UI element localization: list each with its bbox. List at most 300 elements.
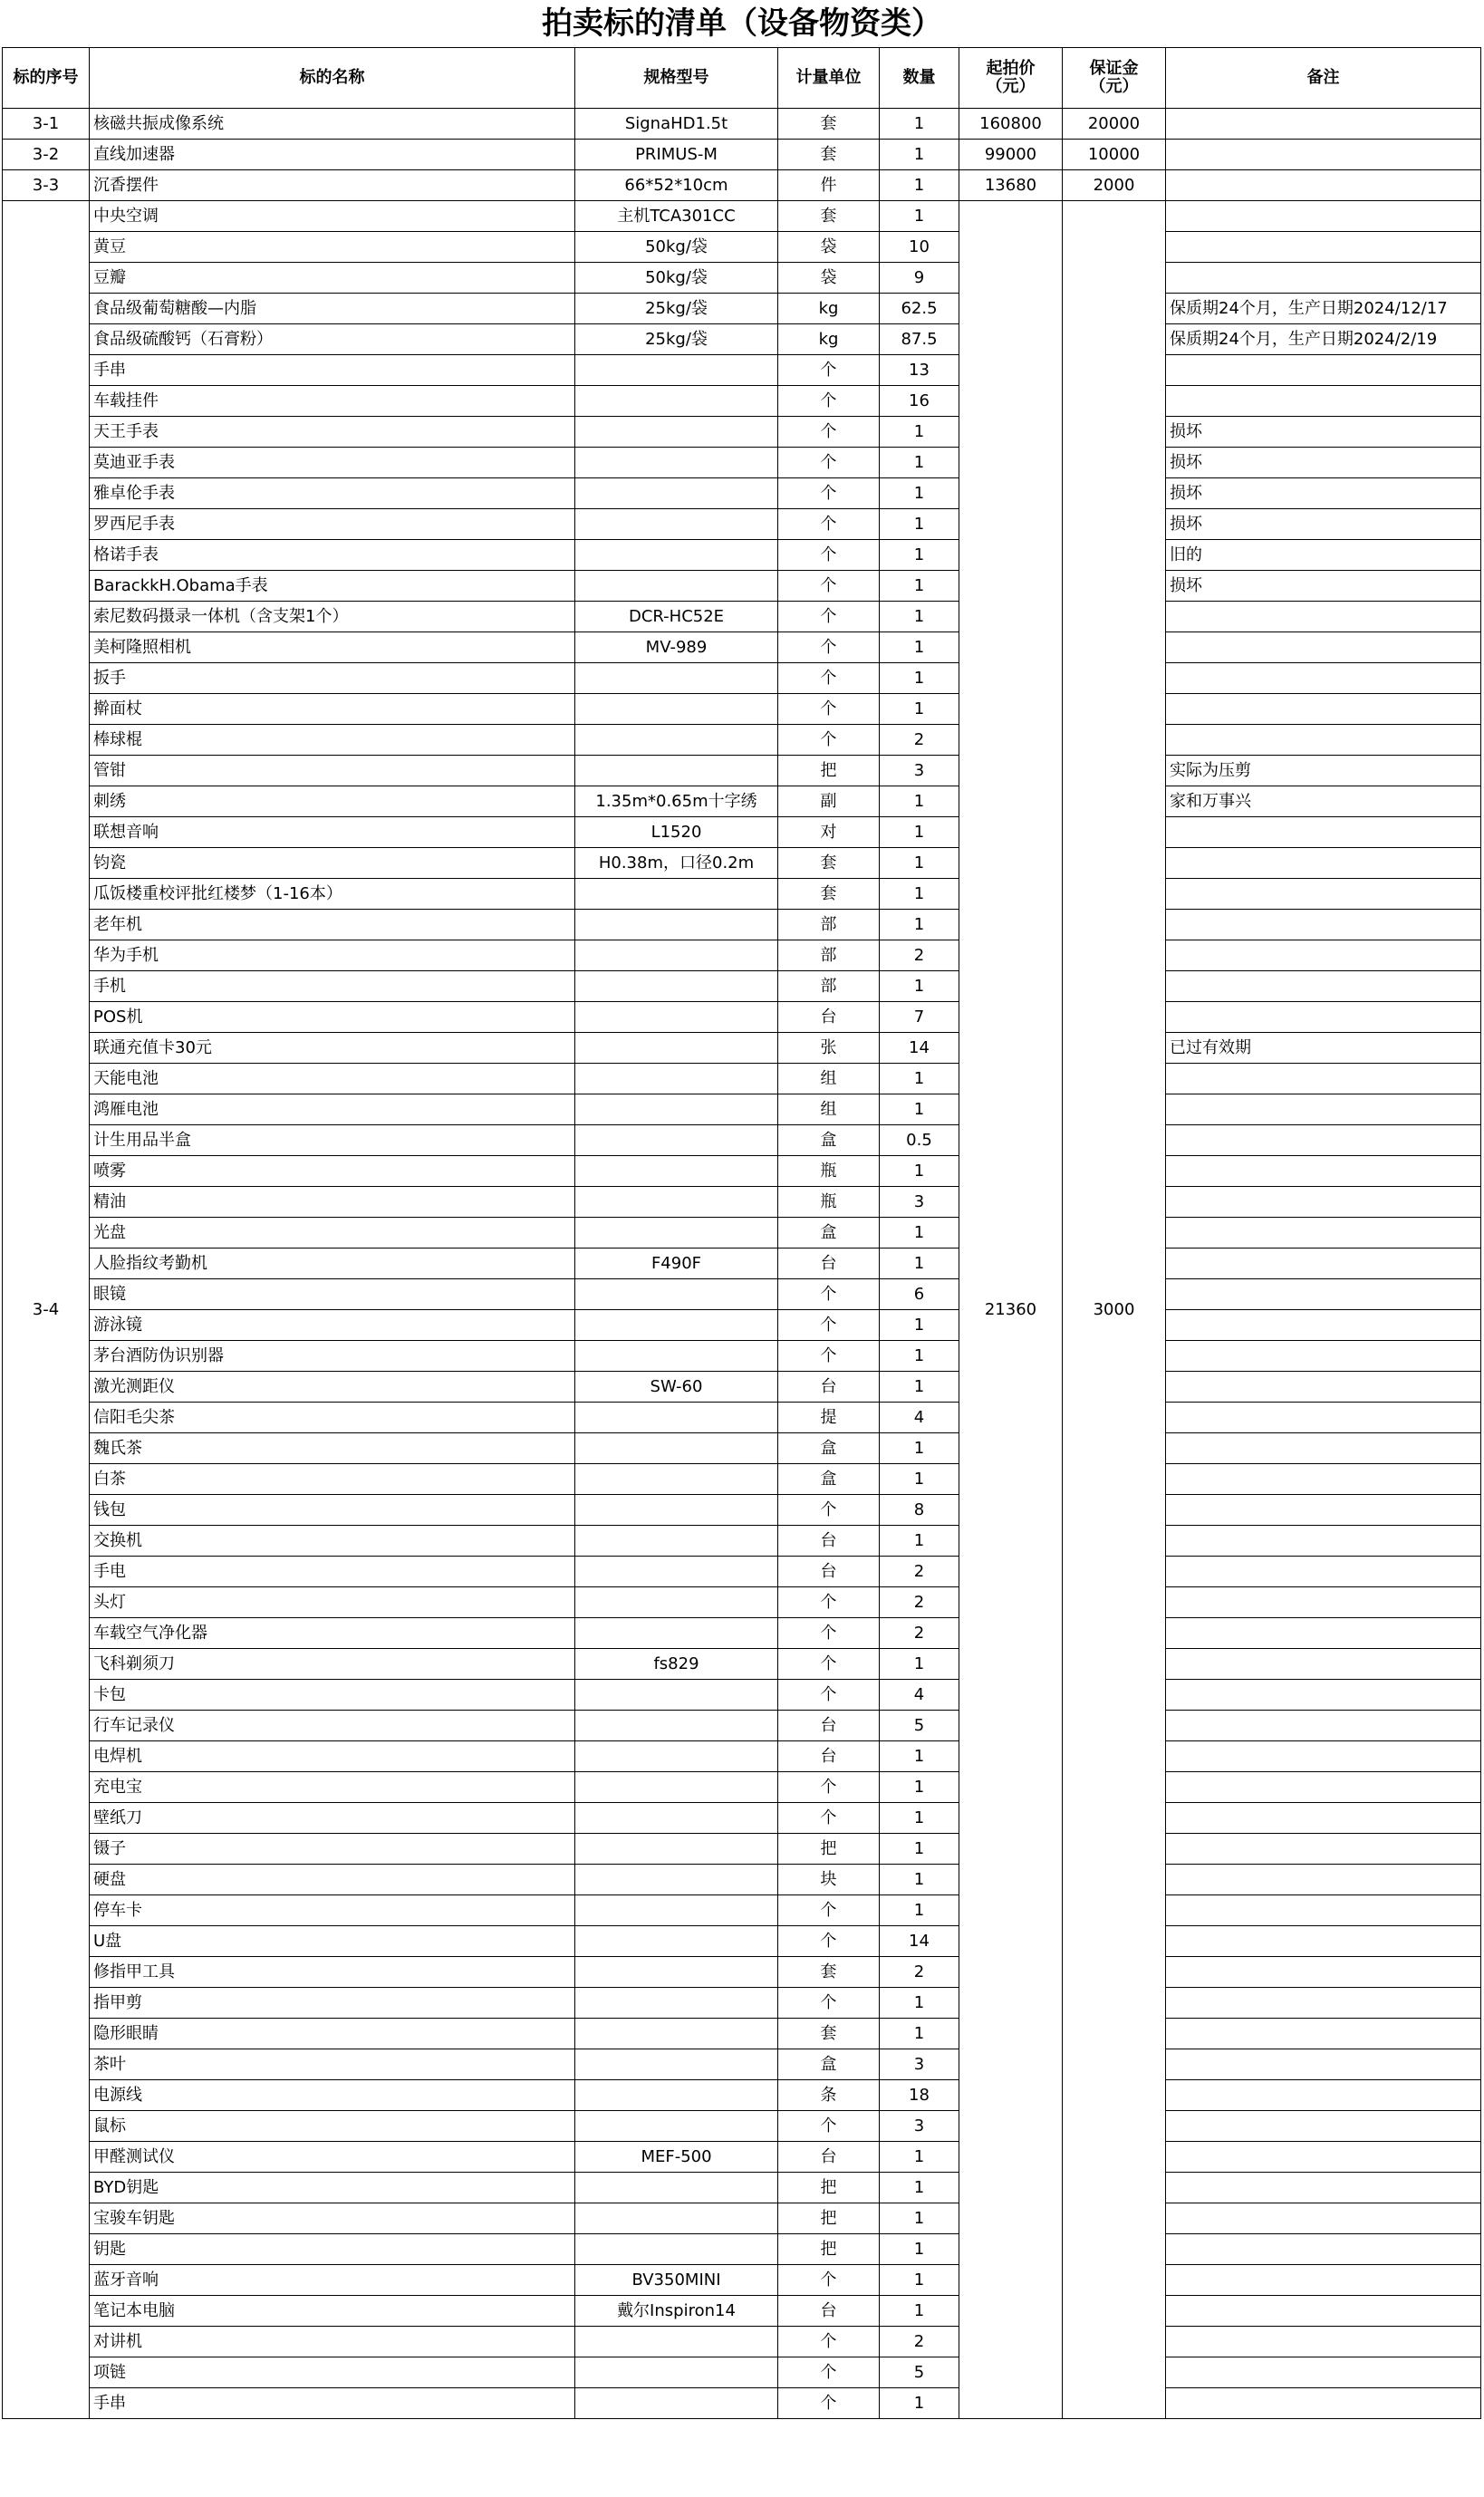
item-note	[1166, 602, 1481, 632]
item-model	[575, 1834, 778, 1865]
table-row	[3, 694, 1481, 725]
item-qty: 2	[880, 2327, 959, 2357]
table-row	[3, 1711, 1481, 1741]
table-row	[3, 1187, 1481, 1218]
item-model	[575, 1156, 778, 1187]
item-qty: 1	[880, 140, 959, 170]
item-note	[1166, 355, 1481, 386]
item-name: BYD钥匙	[90, 2173, 575, 2203]
item-model	[575, 1926, 778, 1957]
item-note	[1166, 940, 1481, 971]
table-row	[3, 140, 1481, 170]
start-price: 13680	[959, 170, 1063, 201]
item-model	[575, 2173, 778, 2203]
item-model	[575, 1218, 778, 1248]
item-model	[575, 1865, 778, 1895]
item-note	[1166, 2265, 1481, 2296]
item-name: 镊子	[90, 1834, 575, 1865]
item-qty: 1	[880, 910, 959, 940]
header-model: 规格型号	[575, 48, 778, 109]
item-qty: 3	[880, 2049, 959, 2080]
table-row	[3, 1310, 1481, 1341]
table-row	[3, 2327, 1481, 2357]
table-row	[3, 1433, 1481, 1464]
item-model	[575, 1064, 778, 1094]
item-qty: 2	[880, 940, 959, 971]
item-model	[575, 1433, 778, 1464]
item-unit: 瓶	[778, 1187, 880, 1218]
item-model	[575, 1094, 778, 1125]
item-unit: 个	[778, 725, 880, 756]
item-unit: 瓶	[778, 1156, 880, 1187]
header-deposit	[1063, 48, 1166, 109]
item-unit: 块	[778, 1865, 880, 1895]
item-name: 莫迪亚手表	[90, 448, 575, 478]
item-qty: 1	[880, 2388, 959, 2419]
item-unit: 组	[778, 1064, 880, 1094]
item-qty: 1	[880, 1834, 959, 1865]
item-note: 损坏	[1166, 478, 1481, 509]
item-note	[1166, 1926, 1481, 1957]
item-note	[1166, 2142, 1481, 2173]
item-qty: 14	[880, 1033, 959, 1064]
header-start-price-line1: 起拍价	[986, 59, 1036, 79]
item-unit: 套	[778, 879, 880, 910]
table-row	[3, 1587, 1481, 1618]
table-row	[3, 2111, 1481, 2142]
item-name: 光盘	[90, 1218, 575, 1248]
item-name: 白茶	[90, 1464, 575, 1495]
item-note	[1166, 2111, 1481, 2142]
table-row	[3, 232, 1481, 263]
item-model	[575, 910, 778, 940]
table-row	[3, 971, 1481, 1002]
item-note: 已过有效期	[1166, 1033, 1481, 1064]
item-qty: 7	[880, 1002, 959, 1033]
table-row	[3, 1372, 1481, 1403]
item-unit: 提	[778, 1403, 880, 1433]
item-model	[575, 725, 778, 756]
item-model	[575, 1803, 778, 1834]
item-model	[575, 1711, 778, 1741]
item-model: SW-60	[575, 1372, 778, 1403]
item-note	[1166, 1372, 1481, 1403]
item-unit: 套	[778, 109, 880, 140]
item-qty: 1	[880, 417, 959, 448]
item-note	[1166, 1618, 1481, 1649]
table-row	[3, 725, 1481, 756]
item-unit: 个	[778, 602, 880, 632]
item-note	[1166, 1741, 1481, 1772]
header-qty: 数量	[880, 48, 959, 109]
lot-seq: 3-4	[3, 201, 90, 2419]
item-name: 指甲剪	[90, 1988, 575, 2019]
table-row	[3, 786, 1481, 817]
table-row	[3, 1341, 1481, 1372]
item-name: 鸿雁电池	[90, 1094, 575, 1125]
item-name: 笔记本电脑	[90, 2296, 575, 2327]
item-model: PRIMUS-M	[575, 140, 778, 170]
item-qty: 2	[880, 1618, 959, 1649]
item-note	[1166, 1895, 1481, 1926]
item-name: 修指甲工具	[90, 1957, 575, 1988]
item-model	[575, 2357, 778, 2388]
item-model	[575, 2111, 778, 2142]
item-qty: 18	[880, 2080, 959, 2111]
item-unit: 把	[778, 2173, 880, 2203]
header-name: 标的名称	[90, 48, 575, 109]
item-name: 电源线	[90, 2080, 575, 2111]
item-qty: 6	[880, 1279, 959, 1310]
item-note	[1166, 201, 1481, 232]
header-deposit-line2: （元）	[1089, 77, 1139, 96]
item-name: 游泳镜	[90, 1310, 575, 1341]
item-model	[575, 1557, 778, 1587]
item-model	[575, 1741, 778, 1772]
item-qty: 1	[880, 879, 959, 910]
item-qty: 2	[880, 1957, 959, 1988]
item-model	[575, 1403, 778, 1433]
item-unit: 个	[778, 1587, 880, 1618]
item-qty: 62.5	[880, 294, 959, 324]
item-note	[1166, 2296, 1481, 2327]
item-unit: 袋	[778, 232, 880, 263]
item-name: 格诺手表	[90, 540, 575, 571]
item-note	[1166, 879, 1481, 910]
item-note	[1166, 1557, 1481, 1587]
item-note	[1166, 2080, 1481, 2111]
item-model	[575, 879, 778, 910]
item-qty: 1	[880, 1341, 959, 1372]
table-row	[3, 1865, 1481, 1895]
item-name: 联想音响	[90, 817, 575, 848]
item-model	[575, 1618, 778, 1649]
table-row	[3, 386, 1481, 417]
table-row	[3, 1557, 1481, 1587]
start-price: 160800	[959, 109, 1063, 140]
item-model	[575, 663, 778, 694]
item-qty: 1	[880, 170, 959, 201]
table-row	[3, 540, 1481, 571]
item-model	[575, 2049, 778, 2080]
item-unit: 个	[778, 448, 880, 478]
item-name: 管钳	[90, 756, 575, 786]
item-note	[1166, 1680, 1481, 1711]
item-name: 天能电池	[90, 1064, 575, 1094]
item-name: 甲醛测试仪	[90, 2142, 575, 2173]
table-row	[3, 2296, 1481, 2327]
item-name: 雅卓伦手表	[90, 478, 575, 509]
item-unit: 个	[778, 1988, 880, 2019]
table-row	[3, 1125, 1481, 1156]
item-name: 隐形眼睛	[90, 2019, 575, 2049]
item-model	[575, 756, 778, 786]
item-name: 车载挂件	[90, 386, 575, 417]
item-qty: 0.5	[880, 1125, 959, 1156]
item-note: 损坏	[1166, 448, 1481, 478]
item-qty: 1	[880, 478, 959, 509]
item-note	[1166, 1711, 1481, 1741]
item-model	[575, 1002, 778, 1033]
item-name: 索尼数码摄录一体机（含支架1个）	[90, 602, 575, 632]
item-unit: 个	[778, 1341, 880, 1372]
item-unit: 个	[778, 1649, 880, 1680]
item-name: 食品级硫酸钙（石膏粉）	[90, 324, 575, 355]
item-name: 蓝牙音响	[90, 2265, 575, 2296]
item-unit: 个	[778, 1895, 880, 1926]
header-start-price-line2: （元）	[986, 77, 1036, 96]
table-row	[3, 2080, 1481, 2111]
lot-seq: 3-2	[3, 140, 90, 170]
item-note: 损坏	[1166, 509, 1481, 540]
item-model: SignaHD1.5t	[575, 109, 778, 140]
table-row	[3, 910, 1481, 940]
item-note	[1166, 1988, 1481, 2019]
item-model: 50kg/袋	[575, 232, 778, 263]
item-unit: 台	[778, 1741, 880, 1772]
item-unit: 个	[778, 663, 880, 694]
item-qty: 1	[880, 1649, 959, 1680]
table-row	[3, 602, 1481, 632]
header-unit: 计量单位	[778, 48, 880, 109]
item-model	[575, 2019, 778, 2049]
table-row	[3, 2234, 1481, 2265]
table-row	[3, 1495, 1481, 1526]
item-model: F490F	[575, 1248, 778, 1279]
item-model: fs829	[575, 1649, 778, 1680]
item-unit: 盒	[778, 2049, 880, 2080]
item-name: 魏氏茶	[90, 1433, 575, 1464]
item-qty: 1	[880, 971, 959, 1002]
item-name: 中央空调	[90, 201, 575, 232]
item-qty: 1	[880, 694, 959, 725]
table-row	[3, 478, 1481, 509]
item-model: 戴尔Inspiron14	[575, 2296, 778, 2327]
item-qty: 1	[880, 2142, 959, 2173]
item-note	[1166, 1495, 1481, 1526]
item-qty: 10	[880, 232, 959, 263]
item-name: 黄豆	[90, 232, 575, 263]
item-name: 扳手	[90, 663, 575, 694]
table-row	[3, 1957, 1481, 1988]
header-deposit-line1: 保证金	[1089, 59, 1139, 79]
item-qty: 3	[880, 2111, 959, 2142]
item-note	[1166, 1957, 1481, 1988]
item-note	[1166, 1218, 1481, 1248]
item-model	[575, 971, 778, 1002]
item-note	[1166, 1433, 1481, 1464]
item-name: 头灯	[90, 1587, 575, 1618]
item-unit: 盒	[778, 1125, 880, 1156]
header-seq: 标的序号	[3, 48, 90, 109]
item-qty: 1	[880, 1372, 959, 1403]
item-unit: 台	[778, 1002, 880, 1033]
item-qty: 1	[880, 2296, 959, 2327]
start-price: 99000	[959, 140, 1063, 170]
item-qty: 1	[880, 1248, 959, 1279]
item-name: 棒球棍	[90, 725, 575, 756]
item-qty: 1	[880, 2265, 959, 2296]
item-unit: 盒	[778, 1433, 880, 1464]
item-unit: 把	[778, 1834, 880, 1865]
table-row	[3, 2142, 1481, 2173]
item-name: 天王手表	[90, 417, 575, 448]
item-model	[575, 2080, 778, 2111]
item-qty: 1	[880, 786, 959, 817]
item-name: 沉香摆件	[90, 170, 575, 201]
table-row	[3, 1834, 1481, 1865]
item-unit: 组	[778, 1094, 880, 1125]
item-unit: 个	[778, 2388, 880, 2419]
table-row	[3, 2265, 1481, 2296]
table-row	[3, 848, 1481, 879]
item-unit: 件	[778, 170, 880, 201]
table-row	[3, 1741, 1481, 1772]
item-qty: 1	[880, 2234, 959, 2265]
item-unit: 套	[778, 201, 880, 232]
item-unit: 对	[778, 817, 880, 848]
item-unit: 台	[778, 2142, 880, 2173]
item-unit: 个	[778, 509, 880, 540]
item-qty: 1	[880, 201, 959, 232]
item-qty: 9	[880, 263, 959, 294]
item-note	[1166, 2049, 1481, 2080]
table-row	[3, 1680, 1481, 1711]
item-qty: 1	[880, 1741, 959, 1772]
item-name: 飞科剃须刀	[90, 1649, 575, 1680]
table-row	[3, 1895, 1481, 1926]
item-model	[575, 355, 778, 386]
table-row	[3, 1618, 1481, 1649]
item-name: 鼠标	[90, 2111, 575, 2142]
item-qty: 4	[880, 1680, 959, 1711]
item-qty: 1	[880, 448, 959, 478]
item-note	[1166, 1464, 1481, 1495]
table-row	[3, 1403, 1481, 1433]
item-unit: 个	[778, 2357, 880, 2388]
item-note	[1166, 1310, 1481, 1341]
item-note	[1166, 2357, 1481, 2388]
item-name: 茶叶	[90, 2049, 575, 2080]
table-row	[3, 355, 1481, 386]
item-name: POS机	[90, 1002, 575, 1033]
item-unit: 个	[778, 1618, 880, 1649]
item-note	[1166, 971, 1481, 1002]
item-unit: 部	[778, 971, 880, 1002]
table-row	[3, 1988, 1481, 2019]
item-unit: 个	[778, 571, 880, 602]
item-note	[1166, 2327, 1481, 2357]
item-note	[1166, 694, 1481, 725]
item-note	[1166, 848, 1481, 879]
item-name: 刺绣	[90, 786, 575, 817]
item-qty: 1	[880, 1310, 959, 1341]
item-model: 1.35m*0.65m十字绣	[575, 786, 778, 817]
item-note	[1166, 1125, 1481, 1156]
item-name: 眼镜	[90, 1279, 575, 1310]
item-unit: 个	[778, 632, 880, 663]
item-unit: 把	[778, 2203, 880, 2234]
item-unit: 个	[778, 2111, 880, 2142]
item-note	[1166, 1649, 1481, 1680]
item-unit: 个	[778, 386, 880, 417]
item-qty: 3	[880, 1187, 959, 1218]
item-name: 手电	[90, 1557, 575, 1587]
item-name: 手串	[90, 355, 575, 386]
item-qty: 1	[880, 848, 959, 879]
item-note	[1166, 1865, 1481, 1895]
item-model	[575, 2327, 778, 2357]
table-row	[3, 1279, 1481, 1310]
table-row	[3, 2173, 1481, 2203]
item-model: 50kg/袋	[575, 263, 778, 294]
item-unit: kg	[778, 324, 880, 355]
item-model	[575, 1341, 778, 1372]
item-name: 信阳毛尖茶	[90, 1403, 575, 1433]
item-unit: 套	[778, 140, 880, 170]
item-qty: 1	[880, 663, 959, 694]
item-model	[575, 540, 778, 571]
item-name: 喷雾	[90, 1156, 575, 1187]
item-model: DCR-HC52E	[575, 602, 778, 632]
item-qty: 8	[880, 1495, 959, 1526]
item-qty: 1	[880, 602, 959, 632]
item-unit: 个	[778, 2327, 880, 2357]
table-row	[3, 571, 1481, 602]
item-qty: 5	[880, 1711, 959, 1741]
table-row	[3, 879, 1481, 910]
item-model	[575, 1957, 778, 1988]
item-note	[1166, 910, 1481, 940]
item-unit: 盒	[778, 1464, 880, 1495]
item-qty: 1	[880, 1803, 959, 1834]
table-row	[3, 1649, 1481, 1680]
item-note	[1166, 632, 1481, 663]
item-unit: 个	[778, 478, 880, 509]
item-unit: 条	[778, 2080, 880, 2111]
item-qty: 2	[880, 1557, 959, 1587]
item-qty: 1	[880, 509, 959, 540]
item-model	[575, 417, 778, 448]
item-model	[575, 1495, 778, 1526]
item-qty: 1	[880, 1464, 959, 1495]
item-note: 实际为压剪	[1166, 756, 1481, 786]
item-name: 人脸指纹考勤机	[90, 1248, 575, 1279]
item-name: 精油	[90, 1187, 575, 1218]
item-note	[1166, 263, 1481, 294]
item-note	[1166, 232, 1481, 263]
item-model	[575, 2234, 778, 2265]
item-model	[575, 1310, 778, 1341]
item-note	[1166, 1403, 1481, 1433]
item-qty: 1	[880, 1156, 959, 1187]
item-note	[1166, 2388, 1481, 2419]
table-row	[3, 2357, 1481, 2388]
table-row	[3, 1526, 1481, 1557]
item-note: 保质期24个月，生产日期2024/12/17	[1166, 294, 1481, 324]
item-model: MEF-500	[575, 2142, 778, 2173]
item-name: 老年机	[90, 910, 575, 940]
item-note	[1166, 663, 1481, 694]
item-qty: 1	[880, 2019, 959, 2049]
table-body	[3, 109, 1481, 2419]
item-unit: 个	[778, 1495, 880, 1526]
item-model	[575, 386, 778, 417]
item-model: BV350MINI	[575, 2265, 778, 2296]
item-note	[1166, 1772, 1481, 1803]
item-qty: 1	[880, 540, 959, 571]
item-name: 硬盘	[90, 1865, 575, 1895]
